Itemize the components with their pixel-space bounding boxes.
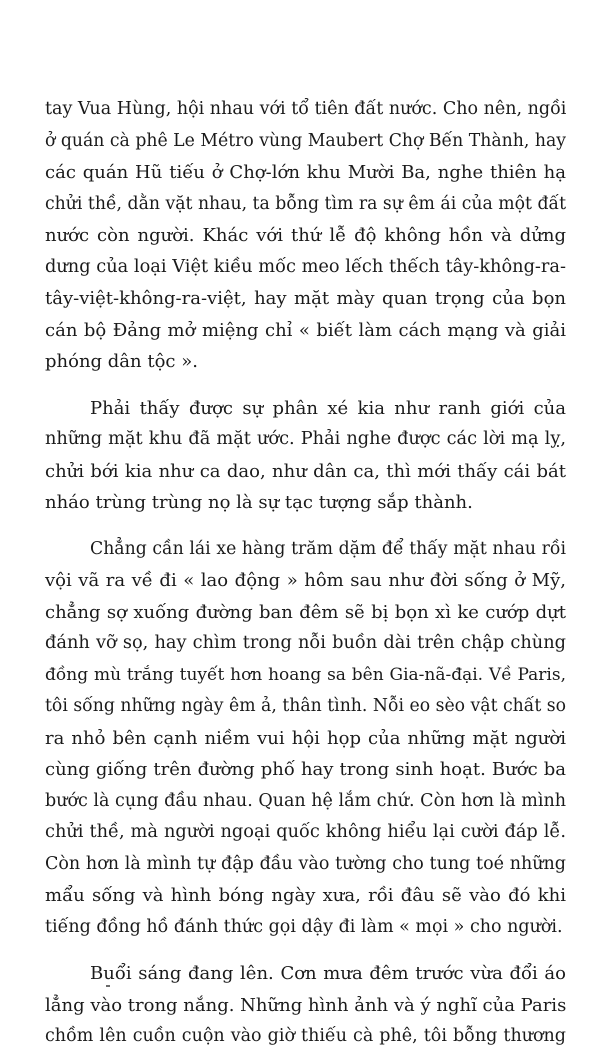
- text-line: phóng dân tộc ».: [45, 351, 198, 372]
- text-line: chồm lên cuồn cuộn vào giờ thiếu cà phê, tôi bỗng thương: [45, 1026, 566, 1046]
- page-body-text: [0, 94, 606, 1053]
- text-line: chẳng sợ xuống đường ban đêm sẽ bị bọn xì ke cướp dựt: [45, 601, 566, 623]
- text-line: mẩu sống và hình bóng ngày xưa, rồi đâu sẽ vào đó khi: [45, 885, 566, 906]
- text-line: Buổi sáng đang lên. Cơn mưa đêm trước vừa đổi áo: [90, 963, 566, 984]
- paragraph-gap: [0, 943, 606, 958]
- text-line: tôi sống những ngày êm ả, thân tình. Nỗi eo sèo vật chất so: [45, 696, 566, 716]
- text-line: ở quán cà phê Le Métro vùng Maubert Chợ Bến Thành, hay: [45, 130, 566, 151]
- scan-speck: [106, 985, 110, 987]
- text-line: Chẳng cần lái xe hàng trăm dặm để thấy mặt nhau rồi: [90, 538, 566, 559]
- text-line: đồng mù trắng tuyết hơn hoang sa bên Gia-nã-đại. Về Paris,: [45, 664, 566, 685]
- text-line: nước còn người. Khác với thứ lễ độ không hồn và dửng: [45, 225, 566, 246]
- text-line: nháo trùng trùng nọ là sự tạc tượng sắp thành.: [45, 492, 473, 513]
- text-line: cùng giống trên đường phố hay trong sinh hoạt. Bước ba: [45, 759, 566, 780]
- paragraph-3: [0, 534, 606, 944]
- text-line: những mặt khu đã mặt ước. Phải nghe được các lời mạ lỵ,: [45, 429, 566, 449]
- text-line: bước là cụng đầu nhau. Quan hệ lắm chứ. Còn hơn là mình: [45, 790, 566, 811]
- text-line: các quán Hũ tiếu ở Chợ-lớn khu Mười Ba, nghe thiên hạ: [45, 162, 566, 183]
- paragraph-1: [0, 94, 606, 378]
- text-line: tiếng đồng hồ đánh thức gọi dậy đi làm « mọi » cho người.: [45, 916, 563, 937]
- text-line: lẳng vào trong nắng. Những hình ảnh và ý nghĩ của Paris: [45, 994, 567, 1016]
- paragraph-gap: [0, 378, 606, 393]
- text-line: chửi bới kia như ca dao, như dân ca, thì mới thấy cái bát: [45, 460, 566, 482]
- paragraph-gap: [0, 519, 606, 534]
- text-line: chửi thề, mà người ngoại quốc không hiểu lại cười đáp lễ.: [45, 822, 566, 842]
- text-line: dưng của loại Việt kiều mốc meo lếch thếch tây-không-ra-: [45, 256, 566, 277]
- text-line: đánh vỡ sọ, hay chìm trong nỗi buồn dài trên chập chùng: [45, 633, 566, 653]
- text-line: tây-việt-không-ra-việt, hay mặt mày quan trọng của bọn: [45, 288, 566, 309]
- text-line: chửi thề, dằn vặt nhau, ta bỗng tìm ra sự êm ái của một đất: [45, 193, 566, 214]
- text-line: Còn hơn là mình tự đập đầu vào tường cho tung toé những: [45, 853, 566, 874]
- paragraph-2: [0, 393, 606, 519]
- text-line: cán bộ Đảng mở miệng chỉ « biết làm cách mạng và giải: [45, 319, 566, 341]
- text-line: vội vã ra về đi « lao động » hôm sau như đời sống ở Mỹ,: [45, 570, 566, 591]
- text-line: ra nhỏ bên cạnh niềm vui hội họp của những mặt người: [45, 727, 566, 749]
- paragraph-4: [0, 958, 606, 1053]
- text-line: Phải thấy được sự phân xé kia như ranh giới của: [90, 397, 566, 419]
- text-line: tay Vua Hùng, hội nhau với tổ tiên đất nước. Cho nên, ngồi: [45, 99, 567, 119]
